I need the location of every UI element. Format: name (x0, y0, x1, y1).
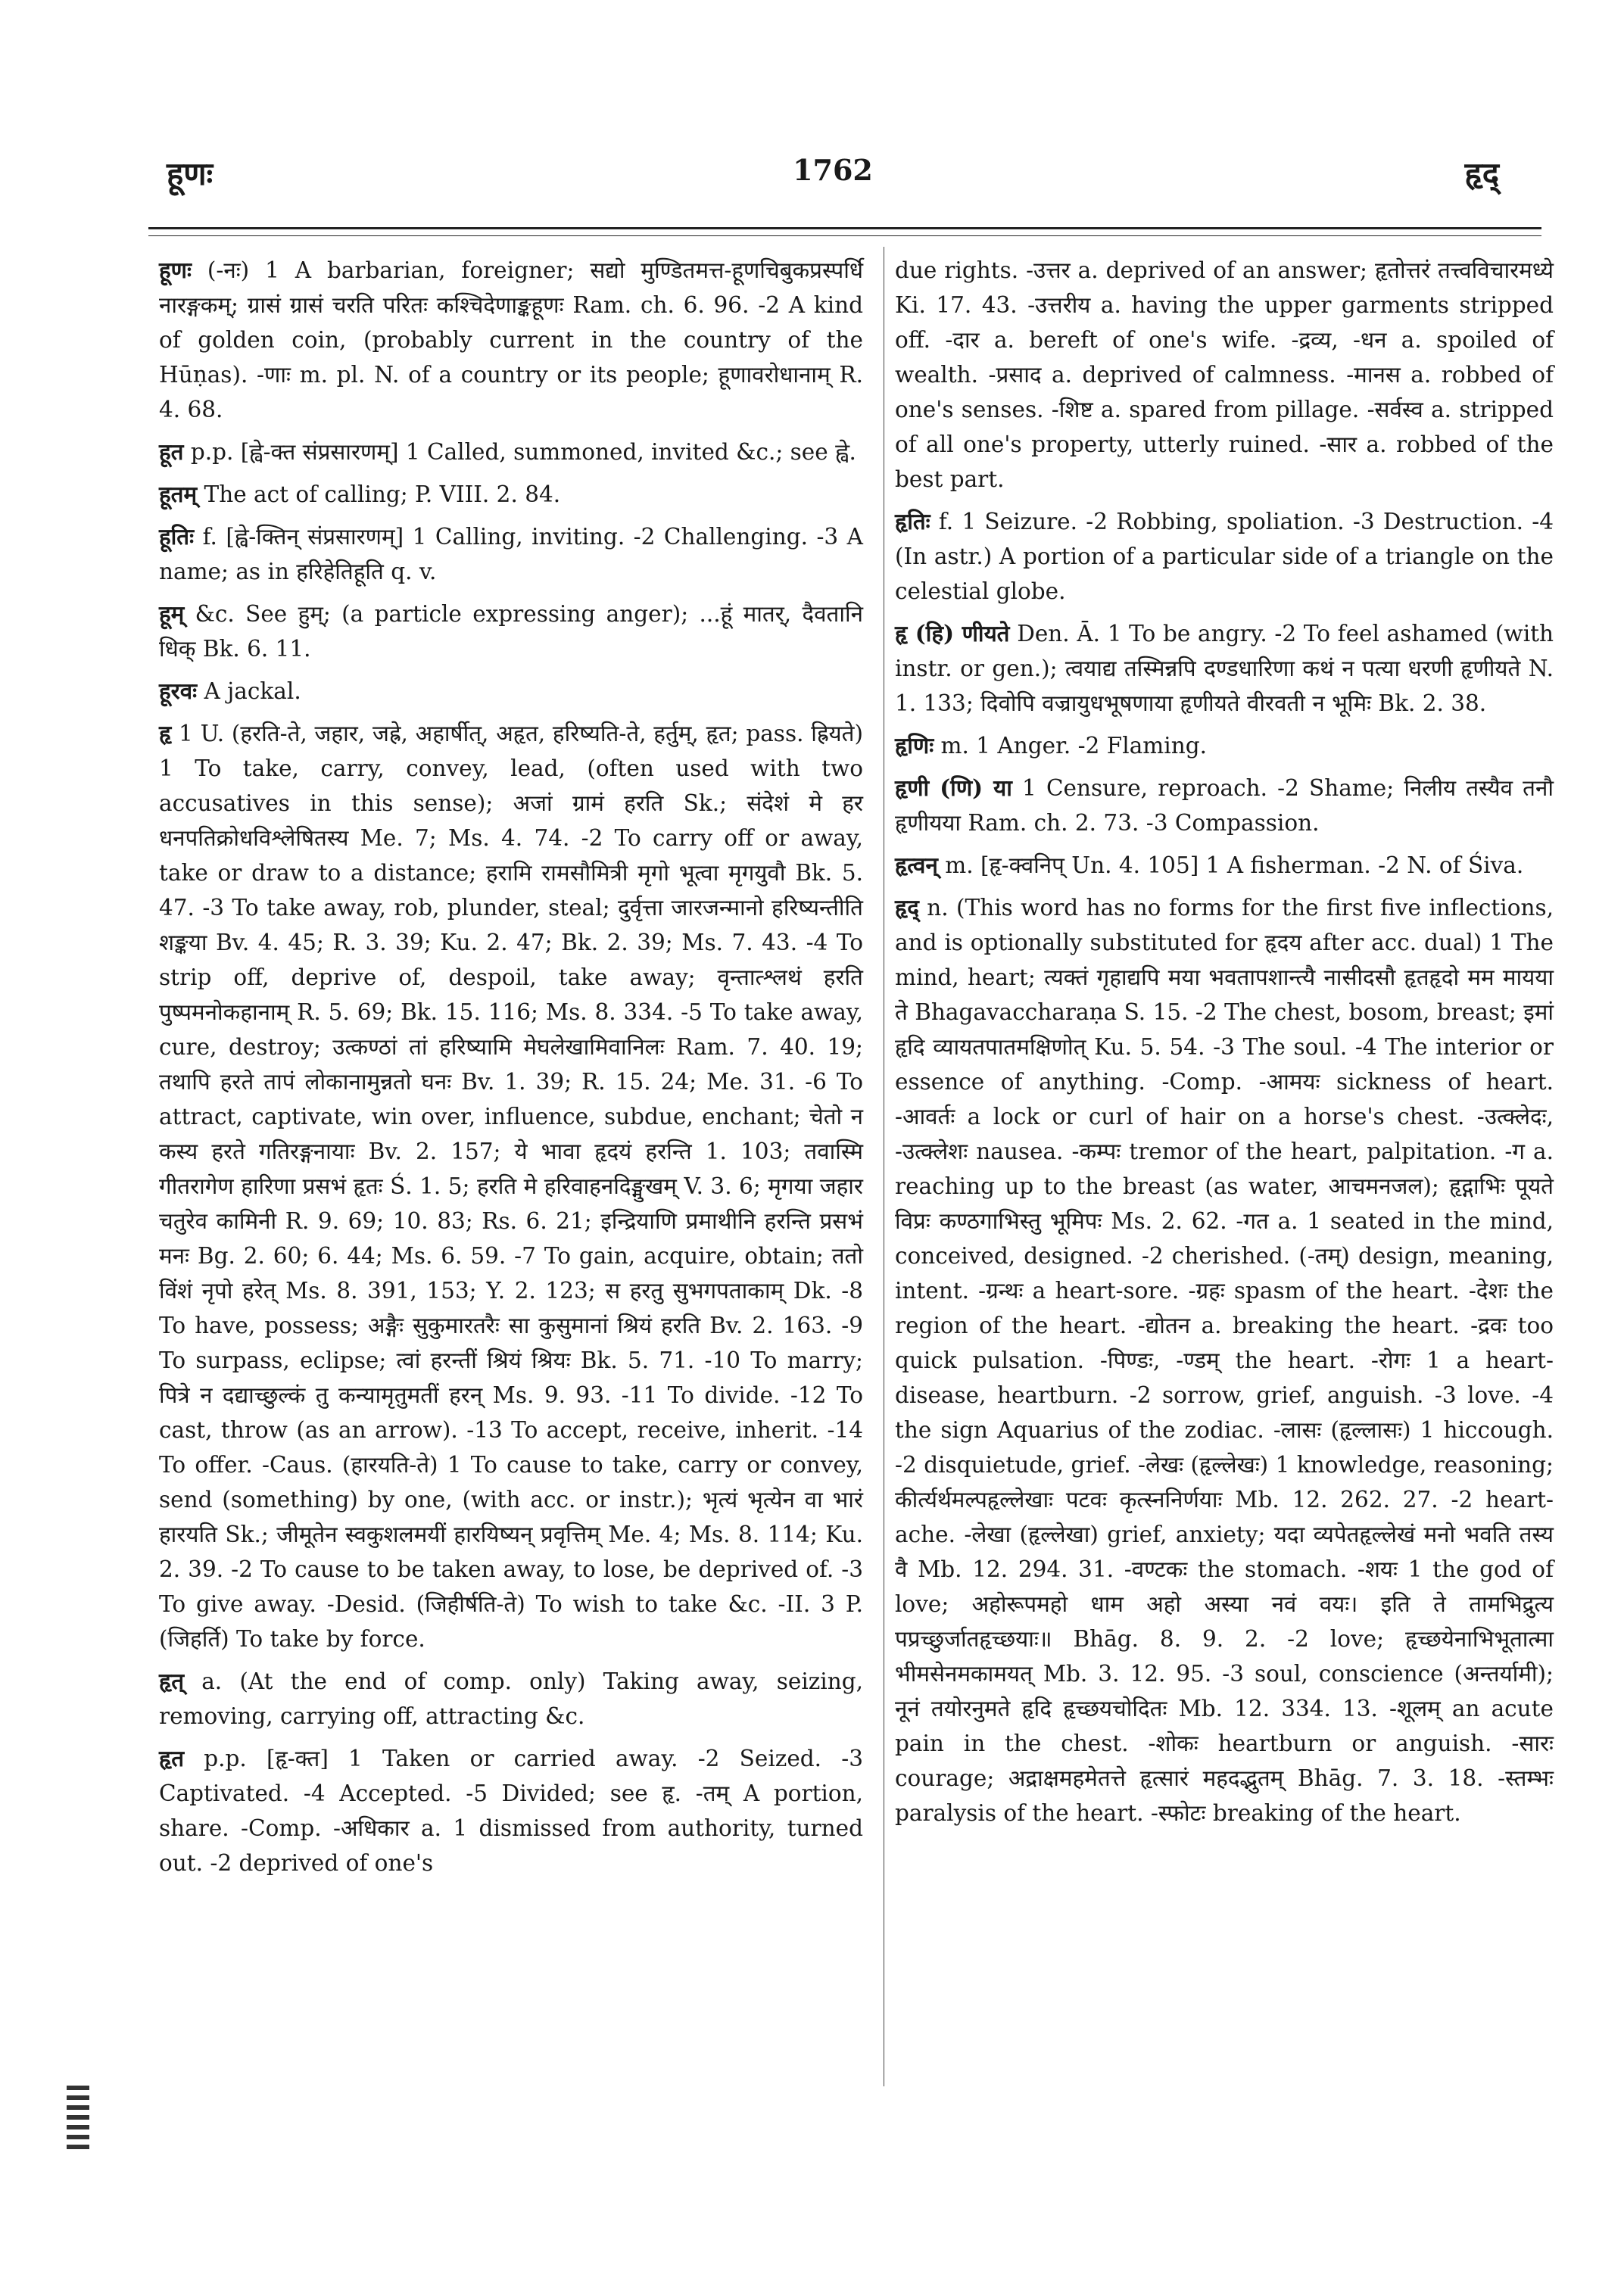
dictionary-entry (159, 253, 863, 427)
entry-headword: हृणिः (895, 732, 934, 759)
entry-definition: p.p. [ह्वे-क्त संप्रसारणम्] 1 Called, summoned, invited &c.; see ह्वे. (190, 439, 856, 465)
entry-definition: The act of calling; P. VIII. 2. 84. (204, 481, 561, 507)
right-column (895, 253, 1554, 1838)
dictionary-entry (895, 890, 1554, 1830)
dictionary-entry (159, 597, 863, 666)
dictionary-entry (895, 504, 1554, 609)
entry-definition: 1 U. (हरति-ते, जहार, जह्रे, अहार्षीत्, अहृत, हरिष्यति-ते, हर्तुम्, हृत; pass. ह्रियते) 1 To take, carry, convey, lead, (often used with two accusatives in this sense); अजां ग्रामं हरति Sk.; संदेशं मे हर धनपतिक्रोधविश्लेषितस्य Me. 7; Ms. 4. 74. -2 To carry off or away, take or draw to a distance; हरामि रामसौमित्री मृगो भूत्वा मृगयुवौ Bk. 5. 47. -3 To take away, rob, plunder, steal; दुर्वृत्ता जारजन्मानो हरिष्यन्तीति शङ्कया Bv. 4. 45; R. 3. 39; Ku. 2. 47; Bk. 2. 39; Ms. 7. 43. -4 To strip off, deprive of, despoil, take away; वृन्तात्श्लथं हरति पुष्पमनोकहानाम् R. 5. 69; Bk. 15. 116; Ms. 8. 334. -5 To take away, cure, destroy; उत्कण्ठां तां हरिष्यामि मेघलेखामिवानिलः Ram. 7. 40. 19; तथापि हरते तापं लोकानामुन्नतो घनः Bv. 1. 39; R. 15. 24; Me. 31. -6 To attract, captivate, win over, influence, subdue, enchant; चेतो न कस्य हरते गतिरङ्गनायाः Bv. 2. 157; ये भावा हृदयं हरन्ति 1. 103; तवास्मि गीतरागेण हारिणा प्रसभं हृतः Ś. 1. 5; हरति मे हरिवाहनदिङ्मुखम् V. 3. 6; मृगया जहार चतुरेव कामिनी R. 9. 69; 10. 83; Rs. 6. 21; इन्द्रियाणि प्रमाथीनि हरन्ति प्रसभं मनः Bg. 2. 60; 6. 44; Ms. 6. 59. -7 To gain, acquire, obtain; ततो विंशं नृपो हरेत् Ms. 8. 391, 153; Y. 2. 123; स हरतु सुभगपताकाम् Dk. -8 To have, possess; अङ्गैः सुकुमारतरैः सा कुसुमानां श्रियं हरति Bv. 2. 163. -9 To surpass, eclipse; त्वां हरन्तीं श्रियं श्रियः Bk. 5. 71. -10 To marry; पित्रे न दद्याच्छुल्कं तु कन्यामृतुमतीं हरन् Ms. 9. 93. -11 To divide. -12 To cast, throw (as an arrow). -13 To accept, receive, inherit. -14 To offer. -Caus. (हारयति-ते) 1 To cause to take, carry or convey, send (something) by one, (with acc. or instr.); भृत्यं भृत्येन वा भारं हारयति Sk.; जीमूतेन स्वकुशलमयीं हारयिष्यन् प्रवृत्तिम् Me. 4; Ms. 8. 114; Ku. 2. 39. -2 To cause to be taken away, to lose, be deprived of. -3 To give away. -Desid. (जिहीर्षति-ते) To wish to take &c. -II. 3 P. (जिहर्ति) To take by force. (159, 721, 863, 1652)
entry-headword: हूत (159, 438, 184, 465)
dictionary-entry (159, 435, 863, 469)
entry-headword: हृतिः (895, 508, 930, 534)
entry-definition: f. 1 Seizure. -2 Robbing, spoliation. -3 Destruction. -4 (In astr.) A portion of a particular side of a triangle on the celestial globe. (895, 509, 1554, 604)
entry-headword: हृणी (णि) या (895, 774, 1012, 801)
dictionary-entry (159, 477, 863, 512)
entry-definition: 1 Censure, reproach. -2 Shame; निलीय तस्यैव तनौ हृणीयया Ram. ch. 2. 73. -3 Compassion. (895, 775, 1554, 836)
dictionary-entry (895, 771, 1554, 840)
entry-headword: हूणः (159, 257, 192, 283)
entry-definition: &c. See हुम्; (a particle expressing anger); ...हूं मातर्, दैवतानि धिक् Bk. 6. 11. (159, 601, 864, 662)
entry-headword: हृत्वन् (895, 852, 938, 878)
entry-definition: A jackal. (204, 678, 301, 704)
entry-definition: (-नः) 1 A barbarian, foreigner; सद्यो मुण्डितमत्त-हूणचिबुकप्रस्पर्धि नारङ्गकम्; ग्रासं ग्रासं चरति परितः कश्चिदेणाङ्कहूणः Ram. ch. 6. 96. -2 A kind of golden coin, (probably current in the country of the Hūṇas). -णाः m. pl. N. of a country or its people; हूणावरोधानाम् R. 4. 68. (159, 257, 863, 422)
entry-headword: हूतिः (159, 523, 195, 550)
entry-headword: हृत् (159, 1668, 185, 1694)
entry-definition: n. (This word has no forms for the first five inflections, and is optionally substituted for हृदय after acc. dual) 1 The mind, heart; त्यक्तं गृहाद्यपि मया भवतापशान्त्यै नासीदसौ हृतहृदो मम मायया ते Bhagavaccharaṇa S. 15. -2 The chest, bosom, breast; इमां हृदि व्यायतपातमक्षिणोत् Ku. 5. 54. -3 The soul. -4 The interior or essence of anything. -Comp. -आमयः sickness of heart. -आवर्तः a lock or curl of hair on a horse's chest. -उत्क्लेदः, -उत्क्लेशः nausea. -कम्पः tremor of the heart, palpitation. -ग a. reaching up to the breast (as water, आचमनजल); हृद्गाभिः पूयते विप्रः कण्ठगाभिस्तु भूमिपः Ms. 2. 62. -गत a. 1 seated in the mind, conceived, designed. -2 cherished. (-तम्) design, meaning, intent. -ग्रन्थः a heart-sore. -ग्रहः spasm of the heart. -देशः the region of the heart. -द्योतन a. breaking the heart. -द्रवः too quick pulsation. -पिण्डः, -ण्डम् the heart. -रोगः 1 a heart-disease, heartburn. -2 sorrow, grief, anguish. -3 love. -4 the sign Aquarius of the zodiac. -लासः (हृल्लासः) 1 hiccough. -2 disquietude, grief. -लेखः (हृल्लेखः) 1 knowledge, reasoning; कीर्त्यर्थमल्पहृल्लेखाः पटवः कृत्स्ननिर्णयाः Mb. 12. 262. 27. -2 heart-ache. -लेखा (हृल्लेखा) grief, anxiety; यदा व्यपेतहृल्लेखं मनो भवति तस्य वै Mb. 12. 294. 31. -वण्टकः the stomach. -शयः 1 the god of love; अहोरूपमहो धाम अहो अस्या नवं वयः। इति ते तामभिद्रुत्य पप्रच्छुर्जातहृच्छयाः॥ Bhāg. 8. 9. 2. -2 love; हृच्छयेनाभिभूतात्मा भीमसेनमकामयत् Mb. 3. 12. 95. -3 soul, conscience (अन्तर्यामी); नूनं तयोरनुमते हृदि हृच्छयचोदितः Mb. 12. 334. 13. -शूलम् an acute pain in the chest. -शोकः heartburn or anguish. -सारः courage; अद्राक्षमहमेतत्ते हृत्सारं महदद्भुतम् Bhāg. 7. 3. 18. -स्तम्भः paralysis of the heart. -स्फोटः breaking of the heart. (895, 895, 1554, 1826)
entry-headword: हृद् (895, 894, 919, 921)
entry-headword: हूम् (159, 600, 185, 627)
entry-definition: p.p. [हृ-क्त] 1 Taken or carried away. -2 Seized. -3 Captivated. -4 Accepted. -5 Divided; see हृ. -तम् A portion, share. -Comp. -अधिकार a. 1 dismissed from authority, turned out. -2 deprived of one's (159, 1746, 863, 1876)
dictionary-entry (159, 519, 863, 589)
entry-headword: हूरवः (159, 678, 198, 704)
entry-definition: due rights. -उत्तर a. deprived of an answer; हृतोत्तरं तत्त्वविचारमध्ये Ki. 17. 43. -उत्तरीय a. having the upper garments stripped off. -दार a. bereft of one's wife. -द्रव्य, -धन a. spoiled of wealth. -प्रसाद a. deprived of calmness. -मानस a. robbed of one's senses. -शिष्ट a. spared from pillage. -सर्वस्व a. stripped of all one's property, utterly ruined. -सार a. robbed of the best part. (895, 257, 1554, 492)
running-head-right: हृद् (1464, 155, 1499, 192)
dictionary-entry (159, 1664, 863, 1734)
left-column (159, 253, 863, 1888)
binding-margin-mark (67, 2086, 89, 2155)
entry-definition: m. [हृ-क्वनिप् Un. 4. 105] 1 A fisherman. -2 N. of Śiva. (945, 852, 1524, 878)
entry-definition: m. 1 Anger. -2 Flaming. (940, 733, 1207, 759)
dictionary-entry (159, 1741, 863, 1880)
header-rule-thick (148, 227, 1541, 229)
entry-definition: Den. Ā. 1 To be angry. -2 To feel ashamed (with instr. or gen.); त्वयाद्य तस्मिन्नपि दण्डधारिणा कथं न पत्या धरणी हृणीयते N. 1. 133; दिवोपि वज्रायुधभूषणाया हृणीयते वीरवती न भूमिः Bk. 2. 38. (895, 621, 1554, 716)
dictionary-entry (159, 674, 863, 709)
entry-headword: हूतम् (159, 481, 198, 507)
header-rule-thin (148, 235, 1541, 236)
entry-definition: a. (At the end of comp. only) Taking away, seizing, removing, carrying off, attracting &c. (159, 1668, 863, 1729)
entry-headword: हृ (हि) णीयते (895, 620, 1010, 646)
entry-definition: f. [ह्वे-क्तिन् संप्रसारणम्] 1 Calling, inviting. -2 Challenging. -3 A name; as in हरिहेतिहूति q. v. (159, 524, 863, 584)
dictionary-entry (895, 728, 1554, 763)
running-head-left: हूणः (167, 155, 214, 192)
page-number: 1762 (793, 153, 873, 187)
page-header (159, 151, 1507, 204)
dictionary-entry (895, 616, 1554, 721)
entry-headword: हृ (159, 720, 172, 746)
dictionary-entry (159, 716, 863, 1656)
dictionary-entry (895, 848, 1554, 883)
dictionary-entry-continued (895, 253, 1554, 497)
entry-headword: हृत (159, 1745, 185, 1771)
